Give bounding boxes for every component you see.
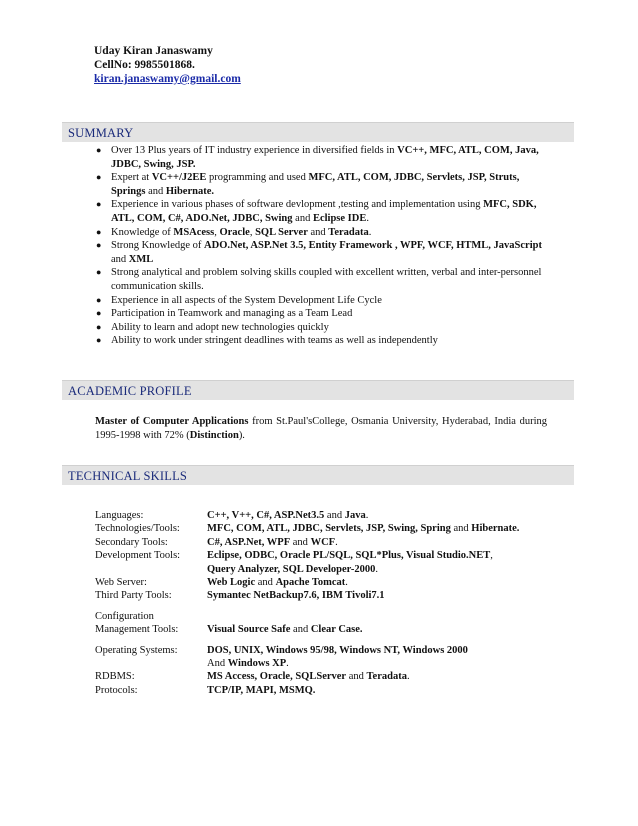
skill-value — [207, 549, 557, 562]
bold-text: Teradata — [328, 226, 369, 238]
skill-row — [95, 549, 557, 562]
bold-text: MFC, ATL, COM, JDBC, Servlets, JSP, Struts, Springs — [111, 172, 520, 197]
skill-row — [95, 610, 557, 623]
spacer — [95, 603, 557, 610]
skill-row — [95, 670, 557, 683]
bold-text: VC++, MFC, ATL, COM, Java, JDBC, Swing, JSP. — [111, 145, 539, 170]
bold-text: Clear Case. — [310, 624, 363, 636]
bullet-icon: ● — [96, 294, 102, 305]
text: . — [375, 563, 378, 575]
summary-item — [96, 294, 556, 308]
skill-row — [95, 536, 557, 549]
bold-text: XML — [128, 253, 154, 265]
text: . — [345, 577, 348, 589]
summary-item — [96, 266, 556, 293]
summary-item — [96, 171, 556, 198]
skill-label: Third Party Tools: — [95, 590, 172, 602]
skill-row — [95, 563, 557, 576]
bullet-icon: ● — [96, 145, 102, 155]
skill-label: Web Server: — [95, 577, 147, 589]
bullet-icon: ● — [96, 267, 102, 278]
bold-text: Query Analyzer, SQL Developer-2000 — [207, 563, 376, 575]
text: . — [406, 671, 410, 683]
skill-value — [207, 563, 557, 576]
text: Expert at — [111, 172, 152, 184]
text: and — [255, 577, 276, 589]
skill-label: Technologies/Tools: — [95, 523, 180, 535]
text: . — [286, 658, 289, 670]
skill-value — [207, 644, 557, 657]
bullet-icon: ● — [96, 335, 102, 346]
spacer — [95, 637, 557, 644]
bold-text: Master of Computer Applications — [95, 416, 249, 427]
text: . — [366, 212, 369, 224]
summary-heading: SUMMARY — [62, 122, 574, 142]
bold-text: Windows XP — [227, 658, 287, 670]
skill-value — [207, 509, 557, 522]
bold-text: Java — [344, 510, 366, 521]
bold-text: Web Logic — [207, 577, 256, 589]
text: Ability to work under stringent deadlines with teams as well as independently — [111, 335, 438, 347]
skill-row — [95, 644, 557, 657]
bold-text: MFC, COM, ATL, JDBC, Servlets, JSP, Swing, Spring — [207, 523, 451, 535]
text: and — [292, 212, 313, 224]
skill-label: Management Tools: — [95, 624, 179, 636]
bold-text: VC++/J2EE — [151, 172, 207, 184]
text: , — [490, 550, 493, 562]
summary-item — [96, 321, 556, 335]
bold-text: Apache Tomcat — [275, 577, 346, 589]
skill-row — [95, 509, 557, 522]
skill-row — [95, 684, 557, 697]
skill-value — [207, 657, 557, 670]
text: and — [290, 624, 311, 636]
phone-number: CellNo: 9985501868. — [94, 59, 195, 71]
summary-item — [96, 144, 556, 171]
text: Ability to learn and adopt new technologies quickly — [111, 321, 329, 333]
bold-text: MS Access, Oracle, SQLServer — [207, 671, 347, 683]
bold-text: C#, ASP.Net, WPF — [207, 536, 291, 548]
skill-row — [95, 657, 557, 670]
text: and — [290, 536, 311, 548]
skill-label: Protocols: — [95, 684, 138, 696]
text: . — [365, 510, 369, 521]
text: Strong Knowledge of — [111, 240, 205, 252]
skill-value — [207, 684, 557, 697]
bold-text: C++, V++, C#, ASP.Net3.5 — [207, 510, 325, 521]
text: Knowledge of — [111, 226, 174, 238]
bold-text: TCP/IP, MAPI, MSMQ. — [207, 684, 316, 696]
text: programming and used — [206, 172, 309, 184]
bold-text: Oracle — [219, 226, 250, 238]
academic-profile-text — [95, 415, 547, 443]
skill-row — [95, 623, 557, 636]
skill-row — [95, 589, 557, 602]
bullet-icon: ● — [96, 172, 102, 183]
bold-text: MSAcess — [173, 226, 215, 238]
skill-row — [95, 522, 557, 535]
summary-item — [96, 307, 556, 321]
summary-list — [96, 144, 556, 348]
technical-skills-heading: TECHNICAL SKILLS — [62, 465, 574, 485]
bullet-icon: ● — [96, 321, 102, 332]
skill-value — [207, 576, 557, 589]
bold-text: Teradata — [366, 671, 407, 683]
email-link[interactable]: kiran.janaswamy@gmail.com — [94, 73, 241, 85]
text: Over 13 Plus years of IT industry experience in diversified fields in — [111, 145, 398, 156]
skill-label: RDBMS: — [95, 671, 135, 683]
skill-label: Development Tools: — [95, 550, 181, 562]
summary-item — [96, 198, 556, 225]
summary-item — [96, 239, 556, 266]
skill-value — [207, 670, 557, 683]
text: . — [368, 226, 372, 238]
summary-item — [96, 226, 556, 240]
bold-text: MFC, SDK, ATL, COM, C#, ADO.Net, JDBC, Swing — [111, 199, 537, 224]
text: , — [249, 226, 256, 238]
text: and — [450, 523, 472, 535]
summary-item — [96, 334, 556, 348]
skill-value — [207, 610, 557, 623]
text: from St.Paul'sCollege, Osmania University, Hyderabad, India during 1995-1998 with 72% ( — [95, 416, 547, 441]
text: and — [145, 185, 166, 197]
skill-label — [95, 657, 207, 670]
skill-value — [207, 522, 557, 535]
bold-text: Eclipse IDE — [312, 212, 367, 224]
bold-text: Distinction — [189, 430, 239, 441]
bold-text: WCF — [310, 536, 336, 548]
bullet-icon: ● — [96, 226, 102, 237]
skill-label: Secondary Tools: — [95, 536, 168, 548]
skill-label: Configuration — [95, 610, 154, 622]
bold-text: Hibernate. — [471, 523, 520, 535]
text: Strong analytical and problem solving skills coupled with excellent written, verbal and inter-personnel communication skills. — [111, 267, 542, 292]
bold-text: Hibernate. — [165, 185, 214, 197]
bold-text: DOS, UNIX, Windows 95/98, Windows NT, Windows 2000 — [207, 644, 468, 656]
academic-profile-heading: ACADEMIC PROFILE — [62, 380, 574, 400]
text: Experience in all aspects of the System Development Life Cycle — [111, 294, 382, 306]
technical-skills-table — [95, 509, 557, 697]
text: , — [214, 226, 220, 238]
text: and — [346, 671, 367, 683]
skill-label: Languages: — [95, 510, 144, 521]
bold-text: SQL Server — [255, 226, 308, 238]
text: and — [307, 226, 329, 238]
text: ). — [238, 430, 245, 441]
text: Experience in various phases of software devlopment ,testing and implementation using — [111, 199, 484, 211]
skill-value — [207, 589, 557, 602]
bold-text: Symantec NetBackup7.6, IBM Tivoli7.1 — [207, 590, 385, 602]
skill-row — [95, 576, 557, 589]
bullet-icon: ● — [96, 308, 102, 319]
bold-text: Eclipse, ODBC, Oracle PL/SQL, SQL*Plus, Visual Studio.NET — [207, 550, 491, 562]
skill-label: Operating Systems: — [95, 644, 178, 656]
text: and — [111, 253, 129, 265]
text: and — [324, 510, 345, 521]
skill-label — [95, 563, 207, 576]
skill-value — [207, 536, 557, 549]
candidate-name: Uday Kiran Janaswamy — [94, 45, 213, 57]
bold-text: ADO.Net, ASP.Net 3.5, Entity Framework , WPF, WCF, HTML, JavaScript — [204, 240, 542, 252]
bold-text: Visual Source Safe — [207, 624, 291, 636]
bullet-icon: ● — [96, 240, 102, 251]
skill-value — [207, 623, 557, 636]
resume-header — [94, 44, 241, 86]
bullet-icon: ● — [96, 199, 102, 210]
text: Participation in Teamwork and managing as a Team Lead — [111, 308, 353, 320]
text: And — [207, 658, 228, 670]
text: . — [335, 536, 338, 548]
